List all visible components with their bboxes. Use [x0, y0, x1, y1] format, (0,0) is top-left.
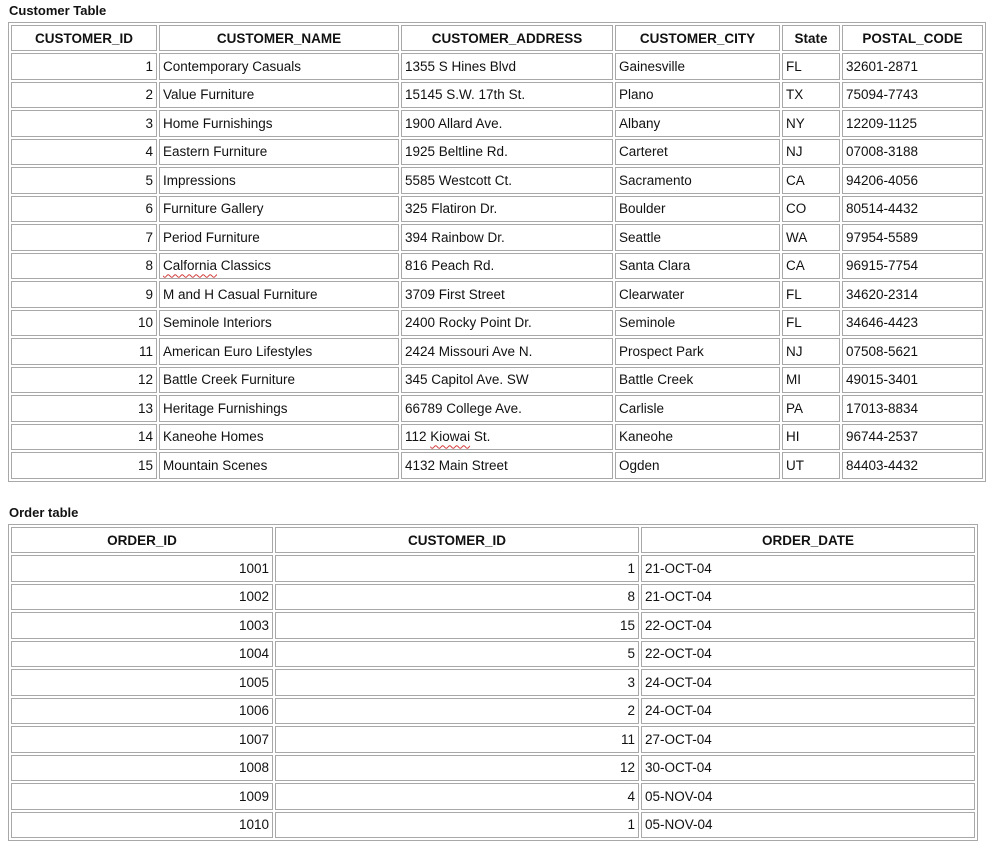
column-header-postal-code: POSTAL_CODE — [842, 25, 983, 51]
table-cell-customer-name: Eastern Furniture — [159, 139, 399, 166]
table-cell-order-id: 1001 — [11, 555, 273, 582]
table-row — [11, 424, 983, 451]
table-cell-customer-address: 3709 First Street — [401, 281, 613, 308]
customer-table — [8, 22, 986, 482]
table-cell-customer-id: 7 — [11, 224, 157, 251]
table-row — [11, 253, 983, 280]
table-row — [11, 641, 975, 668]
customer-table-header-row — [11, 25, 983, 51]
table-cell-state: WA — [782, 224, 840, 251]
table-cell-postal-code: 96744-2537 — [842, 424, 983, 451]
table-row — [11, 698, 975, 725]
table-cell-order-date: 22-OCT-04 — [641, 641, 975, 668]
table-row — [11, 669, 975, 696]
table-cell-customer-name: Calfornia Classics — [159, 253, 399, 280]
table-cell-order-date: 05-NOV-04 — [641, 783, 975, 810]
table-cell-customer-id: 1 — [275, 555, 639, 582]
table-cell-customer-name: Impressions — [159, 167, 399, 194]
table-cell-order-date: 27-OCT-04 — [641, 726, 975, 753]
table-cell-customer-name: Seminole Interiors — [159, 310, 399, 337]
table-cell-postal-code: 94206-4056 — [842, 167, 983, 194]
column-header-customer-name: CUSTOMER_NAME — [159, 25, 399, 51]
table-cell-state: CA — [782, 167, 840, 194]
table-cell-customer-id: 4 — [275, 783, 639, 810]
table-cell-customer-city: Boulder — [615, 196, 780, 223]
table-cell-state: UT — [782, 452, 840, 479]
table-cell-order-id: 1006 — [11, 698, 273, 725]
table-cell-state: CA — [782, 253, 840, 280]
table-cell-order-id: 1008 — [11, 755, 273, 782]
table-cell-customer-city: Santa Clara — [615, 253, 780, 280]
table-cell-customer-address: 15145 S.W. 17th St. — [401, 82, 613, 109]
table-row — [11, 196, 983, 223]
table-cell-customer-id: 11 — [11, 338, 157, 365]
table-cell-customer-id: 6 — [11, 196, 157, 223]
table-cell-customer-id: 2 — [11, 82, 157, 109]
table-cell-order-id: 1009 — [11, 783, 273, 810]
column-header-state: State — [782, 25, 840, 51]
table-cell-customer-address: 2424 Missouri Ave N. — [401, 338, 613, 365]
table-cell-postal-code: 17013-8834 — [842, 395, 983, 422]
table-cell-order-date: 21-OCT-04 — [641, 555, 975, 582]
table-cell-customer-name: Battle Creek Furniture — [159, 367, 399, 394]
table-cell-state: FL — [782, 53, 840, 80]
table-cell-state: NY — [782, 110, 840, 137]
table-row — [11, 139, 983, 166]
table-cell-customer-name: Heritage Furnishings — [159, 395, 399, 422]
table-cell-order-id: 1002 — [11, 584, 273, 611]
column-header-customer-address: CUSTOMER_ADDRESS — [401, 25, 613, 51]
table-row — [11, 612, 975, 639]
table-cell-postal-code: 97954-5589 — [842, 224, 983, 251]
table-cell-customer-address: 1900 Allard Ave. — [401, 110, 613, 137]
table-cell-customer-address: 5585 Westcott Ct. — [401, 167, 613, 194]
table-cell-order-date: 24-OCT-04 — [641, 698, 975, 725]
table-cell-postal-code: 49015-3401 — [842, 367, 983, 394]
table-cell-customer-id: 5 — [11, 167, 157, 194]
table-cell-customer-id: 13 — [11, 395, 157, 422]
table-cell-customer-id: 12 — [11, 367, 157, 394]
table-cell-postal-code: 34620-2314 — [842, 281, 983, 308]
table-cell-state: FL — [782, 310, 840, 337]
table-cell-state: CO — [782, 196, 840, 223]
table-cell-order-date: 21-OCT-04 — [641, 584, 975, 611]
table-cell-customer-id: 9 — [11, 281, 157, 308]
table-cell-customer-id: 1 — [11, 53, 157, 80]
table-row — [11, 281, 983, 308]
table-cell-postal-code: 96915-7754 — [842, 253, 983, 280]
table-cell-customer-name: Value Furniture — [159, 82, 399, 109]
table-cell-customer-name: Furniture Gallery — [159, 196, 399, 223]
table-cell-customer-name: Contemporary Casuals — [159, 53, 399, 80]
table-cell-order-id: 1003 — [11, 612, 273, 639]
table-cell-customer-city: Battle Creek — [615, 367, 780, 394]
table-cell-customer-name: Mountain Scenes — [159, 452, 399, 479]
table-cell-customer-city: Sacramento — [615, 167, 780, 194]
table-cell-order-id: 1010 — [11, 812, 273, 839]
table-cell-customer-city: Albany — [615, 110, 780, 137]
table-cell-customer-address: 816 Peach Rd. — [401, 253, 613, 280]
table-cell-customer-id: 8 — [275, 584, 639, 611]
table-cell-customer-name: American Euro Lifestyles — [159, 338, 399, 365]
table-row — [11, 783, 975, 810]
table-cell-customer-id: 4 — [11, 139, 157, 166]
table-cell-postal-code: 32601-2871 — [842, 53, 983, 80]
table-cell-customer-name: Period Furniture — [159, 224, 399, 251]
table-row — [11, 755, 975, 782]
order-table-header-row — [11, 527, 975, 553]
table-cell-order-id: 1004 — [11, 641, 273, 668]
table-cell-customer-name: M and H Casual Furniture — [159, 281, 399, 308]
table-row — [11, 110, 983, 137]
table-cell-state: NJ — [782, 338, 840, 365]
table-cell-postal-code: 80514-4432 — [842, 196, 983, 223]
table-row — [11, 82, 983, 109]
table-cell-state: TX — [782, 82, 840, 109]
column-header-order-id: ORDER_ID — [11, 527, 273, 553]
table-cell-customer-id: 3 — [275, 669, 639, 696]
table-cell-customer-address: 112 Kiowai St. — [401, 424, 613, 451]
table-cell-customer-city: Seminole — [615, 310, 780, 337]
table-cell-customer-city: Carteret — [615, 139, 780, 166]
table-cell-order-date: 05-NOV-04 — [641, 812, 975, 839]
table-cell-state: MI — [782, 367, 840, 394]
table-row — [11, 726, 975, 753]
table-cell-postal-code: 84403-4432 — [842, 452, 983, 479]
table-cell-order-id: 1007 — [11, 726, 273, 753]
column-header-customer-city: CUSTOMER_CITY — [615, 25, 780, 51]
table-cell-customer-address: 1355 S Hines Blvd — [401, 53, 613, 80]
table-cell-customer-city: Carlisle — [615, 395, 780, 422]
table-row — [11, 452, 983, 479]
table-cell-customer-id: 15 — [11, 452, 157, 479]
table-cell-customer-address: 4132 Main Street — [401, 452, 613, 479]
table-row — [11, 584, 975, 611]
table-row — [11, 395, 983, 422]
table-cell-customer-id: 15 — [275, 612, 639, 639]
order-table-caption: Order table — [9, 505, 79, 520]
table-cell-customer-name: Home Furnishings — [159, 110, 399, 137]
table-cell-customer-city: Clearwater — [615, 281, 780, 308]
table-cell-customer-city: Gainesville — [615, 53, 780, 80]
table-row — [11, 167, 983, 194]
table-cell-state: HI — [782, 424, 840, 451]
table-cell-customer-city: Seattle — [615, 224, 780, 251]
table-cell-customer-city: Ogden — [615, 452, 780, 479]
table-cell-customer-id: 8 — [11, 253, 157, 280]
table-cell-customer-city: Prospect Park — [615, 338, 780, 365]
table-cell-customer-address: 1925 Beltline Rd. — [401, 139, 613, 166]
table-cell-postal-code: 07008-3188 — [842, 139, 983, 166]
table-cell-postal-code: 12209-1125 — [842, 110, 983, 137]
table-cell-customer-id: 5 — [275, 641, 639, 668]
table-row — [11, 310, 983, 337]
table-row — [11, 224, 983, 251]
table-cell-customer-address: 2400 Rocky Point Dr. — [401, 310, 613, 337]
table-cell-customer-id: 12 — [275, 755, 639, 782]
customer-table-caption: Customer Table — [9, 3, 107, 18]
column-header-order-date: ORDER_DATE — [641, 527, 975, 553]
order-table-container — [8, 524, 978, 841]
table-cell-customer-name: Kaneohe Homes — [159, 424, 399, 451]
table-cell-customer-id: 10 — [11, 310, 157, 337]
table-cell-postal-code: 75094-7743 — [842, 82, 983, 109]
table-cell-customer-id: 1 — [275, 812, 639, 839]
column-header-customer-id: CUSTOMER_ID — [11, 25, 157, 51]
table-row — [11, 338, 983, 365]
table-row — [11, 367, 983, 394]
table-cell-customer-address: 66789 College Ave. — [401, 395, 613, 422]
table-row — [11, 812, 975, 839]
table-cell-customer-id: 2 — [275, 698, 639, 725]
table-cell-customer-id: 14 — [11, 424, 157, 451]
column-header-customer-id: CUSTOMER_ID — [275, 527, 639, 553]
table-cell-customer-id: 11 — [275, 726, 639, 753]
table-cell-customer-city: Plano — [615, 82, 780, 109]
table-cell-order-date: 22-OCT-04 — [641, 612, 975, 639]
customer-table-container — [8, 22, 986, 482]
table-cell-customer-id: 3 — [11, 110, 157, 137]
table-cell-state: NJ — [782, 139, 840, 166]
table-row — [11, 53, 983, 80]
table-cell-state: FL — [782, 281, 840, 308]
table-row — [11, 555, 975, 582]
table-cell-customer-address: 394 Rainbow Dr. — [401, 224, 613, 251]
table-cell-postal-code: 07508-5621 — [842, 338, 983, 365]
table-cell-customer-address: 325 Flatiron Dr. — [401, 196, 613, 223]
table-cell-order-date: 30-OCT-04 — [641, 755, 975, 782]
table-cell-customer-address: 345 Capitol Ave. SW — [401, 367, 613, 394]
table-cell-state: PA — [782, 395, 840, 422]
table-cell-postal-code: 34646-4423 — [842, 310, 983, 337]
table-cell-order-date: 24-OCT-04 — [641, 669, 975, 696]
table-cell-customer-city: Kaneohe — [615, 424, 780, 451]
order-table — [8, 524, 978, 841]
table-cell-order-id: 1005 — [11, 669, 273, 696]
